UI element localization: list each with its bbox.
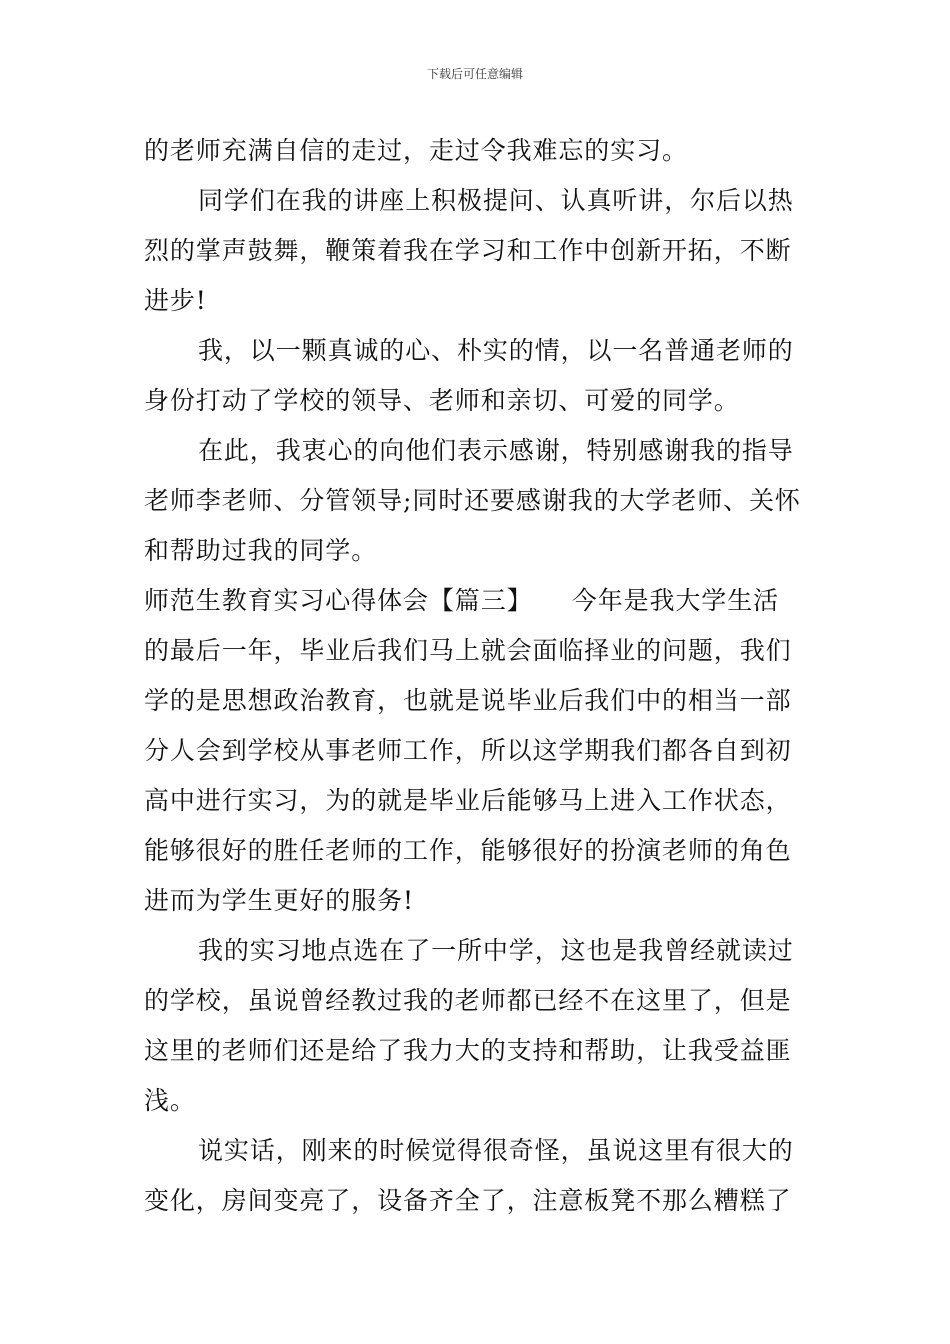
text-line: 浅。 [144,1086,196,1115]
text-line: 的学校，虽说曾经教过我的老师都已经不在这里了，但是 [144,986,792,1015]
text-line: 的老师充满自信的走过，走过令我难忘的实习。 [144,136,688,165]
text-line: 和帮助过我的同学。 [144,536,378,565]
text-line: 烈的掌声鼓舞，鞭策着我在学习和工作中创新开拓，不断 [144,236,792,265]
text-line: 能够很好的胜任老师的工作，能够很好的扮演老师的角色 [144,836,792,865]
text-line: 在此，我衷心的向他们表示感谢，特别感谢我的指导 [198,436,794,465]
text-line: 说实话，刚来的时候觉得很奇怪，虽说这里有很大的 [198,1136,794,1165]
text-line: 高中进行实习，为的就是毕业后能够马上进入工作状态， [144,786,792,815]
text-line: 这里的老师们还是给了我力大的支持和帮助，让我受益匪 [144,1036,792,1065]
text-line: 分人会到学校从事老师工作，所以这学期我们都各自到初 [144,736,792,765]
text-line: 我，以一颗真诚的心、朴实的情，以一名普通老师的 [198,336,794,365]
text-line: 学的是思想政治教育，也就是说毕业后我们中的相当一部 [144,686,792,715]
text-line: 的最后一年，毕业后我们马上就会面临择业的问题，我们 [144,636,792,665]
text-line: 变化，房间变亮了，设备齐全了，注意板凳不那么糟糕了 [144,1186,792,1215]
text-line: 进步! [144,286,207,315]
page-header: 下载后可任意编辑 [426,67,523,81]
text-line: 进而为学生更好的服务! [144,886,414,915]
text-line: 同学们在我的讲座上积极提问、认真听讲，尔后以热 [198,186,794,215]
document-body [144,126,824,1226]
section-heading-line: 师范生教育实习心得体会【篇三】 今年是我大学生活 [144,586,780,615]
text-line: 老师李老师、分管领导;同时还要感谢我的大学老师、关怀 [144,486,801,515]
text-line: 身份打动了学校的领导、老师和亲切、可爱的同学。 [144,386,740,415]
text-line: 我的实习地点选在了一所中学，这也是我曾经就读过 [198,936,794,965]
